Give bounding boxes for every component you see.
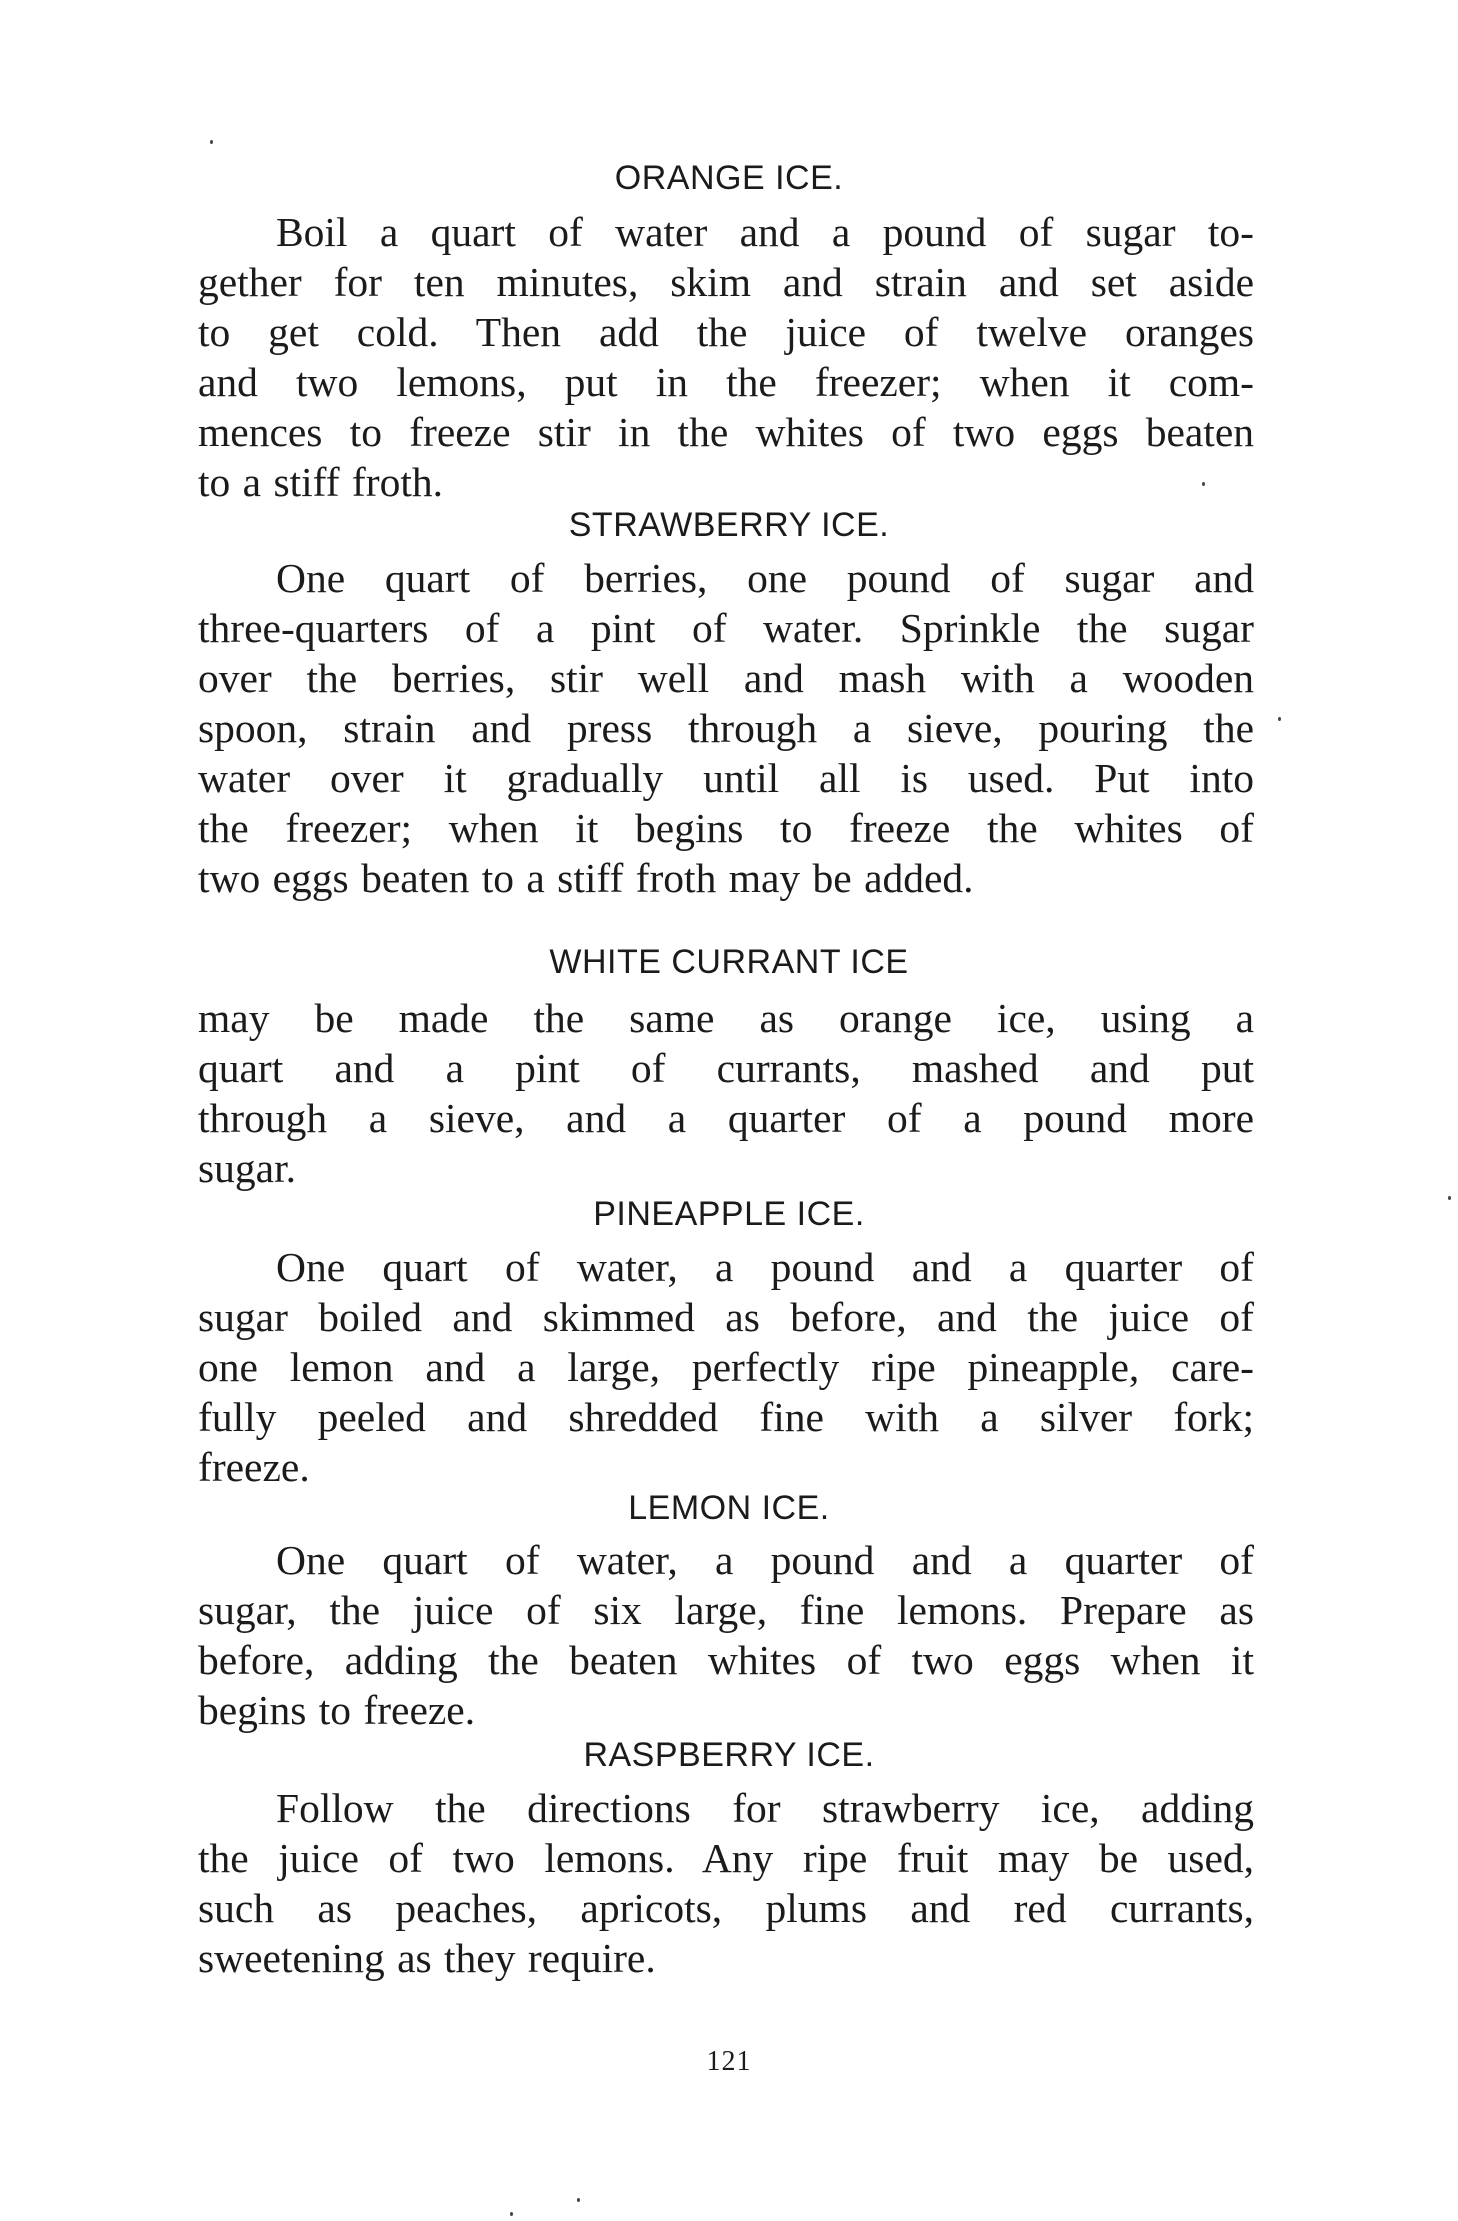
text-line: fully peeled and shredded fine with a silver fork; xyxy=(198,1394,1254,1440)
recipe-body-lemon-ice xyxy=(198,1535,1254,1735)
text-line: freeze. xyxy=(198,1444,310,1490)
recipe-title-strawberry-ice: STRAWBERRY ICE. xyxy=(568,506,890,544)
text-line: sugar boiled and skimmed as before, and the juice of xyxy=(198,1294,1254,1340)
recipe-body-strawberry-ice xyxy=(198,553,1254,903)
text-line: quart and a pint of currants, mashed and put xyxy=(198,1045,1254,1091)
text-line: and two lemons, put in the freezer; when it com- xyxy=(198,359,1254,405)
text-line: before, adding the beaten whites of two eggs when it xyxy=(198,1637,1254,1683)
recipe-title-raspberry-ice: RASPBERRY ICE. xyxy=(583,1736,875,1774)
text-line: Follow the directions for strawberry ice, adding xyxy=(276,1785,1254,1831)
recipe-body-white-currant-ice xyxy=(198,993,1254,1193)
text-line: the juice of two lemons. Any ripe fruit may be used, xyxy=(198,1835,1254,1881)
text-line: begins to freeze. xyxy=(198,1687,476,1733)
text-line: sugar, the juice of six large, fine lemons. Prepare as xyxy=(198,1587,1254,1633)
text-line: may be made the same as orange ice, using a xyxy=(198,995,1254,1041)
recipe-title-pineapple-ice: PINEAPPLE ICE. xyxy=(593,1195,865,1233)
text-line: One quart of water, a pound and a quarter of xyxy=(276,1244,1254,1290)
text-line: mences to freeze stir in the whites of two eggs beaten xyxy=(198,409,1254,455)
scan-speck xyxy=(1202,482,1205,486)
page-number: 121 xyxy=(706,2046,752,2077)
recipe-body-raspberry-ice xyxy=(198,1783,1254,1983)
recipe-body-orange-ice xyxy=(198,207,1254,507)
text-line: sugar. xyxy=(198,1145,296,1191)
text-line: such as peaches, apricots, plums and red currants, xyxy=(198,1885,1254,1931)
text-line: One quart of water, a pound and a quarter of xyxy=(276,1537,1254,1583)
text-line: One quart of berries, one pound of sugar and xyxy=(276,555,1254,601)
recipe-title-orange-ice: ORANGE ICE. xyxy=(614,159,844,197)
text-line: spoon, strain and press through a sieve, pouring the xyxy=(198,705,1254,751)
scan-speck xyxy=(1448,1196,1451,1200)
scan-speck xyxy=(210,140,213,144)
scan-speck xyxy=(510,2212,513,2216)
text-line: water over it gradually until all is used. Put into xyxy=(198,755,1254,801)
text-line: two eggs beaten to a stiff froth may be added. xyxy=(198,855,974,901)
scan-speck xyxy=(577,2198,580,2202)
text-line: to get cold. Then add the juice of twelve oranges xyxy=(198,309,1254,355)
text-line: over the berries, stir well and mash with a wooden xyxy=(198,655,1254,701)
text-line: three-quarters of a pint of water. Sprinkle the sugar xyxy=(198,605,1254,651)
text-line: sweetening as they require. xyxy=(198,1935,656,1981)
recipe-title-white-currant-ice: WHITE CURRANT ICE xyxy=(549,943,909,981)
text-line: gether for ten minutes, skim and strain and set aside xyxy=(198,259,1254,305)
recipe-title-lemon-ice: LEMON ICE. xyxy=(628,1489,830,1527)
text-line: one lemon and a large, perfectly ripe pineapple, care- xyxy=(198,1344,1254,1390)
text-line: the freezer; when it begins to freeze the whites of xyxy=(198,805,1254,851)
text-line: Boil a quart of water and a pound of sugar to- xyxy=(276,209,1254,255)
text-line: through a sieve, and a quarter of a pound more xyxy=(198,1095,1254,1141)
recipe-body-pineapple-ice xyxy=(198,1242,1254,1492)
scan-speck xyxy=(1278,717,1281,721)
text-line: to a stiff froth. xyxy=(198,459,443,505)
